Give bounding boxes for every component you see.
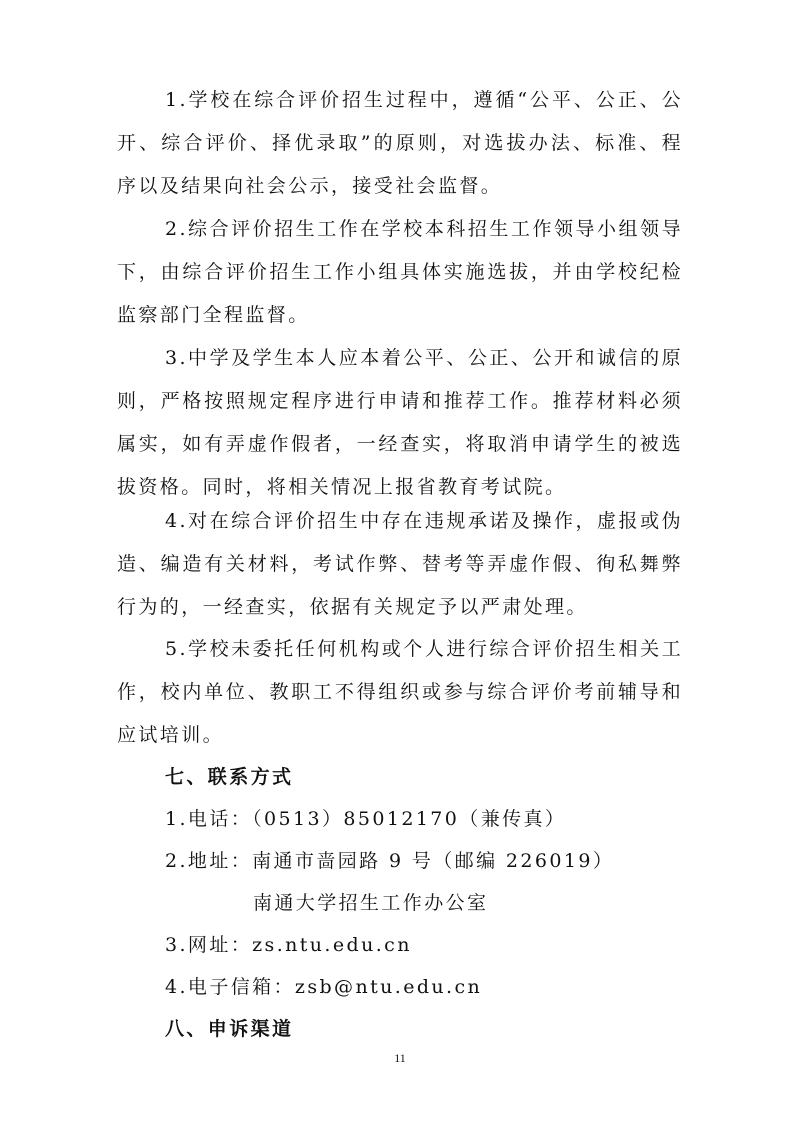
contact-phone: 1.电话：（0513）85012170（兼传真）: [165, 808, 567, 830]
page-number: 11: [394, 1051, 406, 1065]
contact-address: 2.地址：南通市啬园路 9 号（邮编 226019）: [165, 850, 615, 872]
item-5-paragraph: 5.学校未委托任何机构或个人进行综合评价招生相关工作，校内单位、教职工不得组织或参与综合评价考前辅导和应试培训。: [117, 638, 683, 746]
section-8-heading: 八、申诉渠道: [165, 1018, 294, 1040]
item-3-paragraph: 3.中学及学生本人应本着公平、公正、公开和诚信的原则，严格按照规定程序进行申请和推荐工作。推荐材料必须属实，如有弄虚作假者，一经查实，将取消申请学生的被选拔资格。同时，将相关情况上报省教育考试院。: [117, 347, 683, 498]
contact-website: 3.网址：zs.ntu.edu.cn: [165, 934, 412, 956]
item-2-paragraph: 2.综合评价招生工作在学校本科招生工作领导小组领导下，由综合评价招生工作小组具体实施选拔，并由学校纪检监察部门全程监督。: [117, 218, 683, 326]
section-7-heading: 七、联系方式: [165, 766, 294, 788]
item-4-paragraph: 4.对在综合评价招生中存在违规承诺及操作，虚报或伪造、编造有关材料，考试作弊、替考等弄虚作假、徇私舞弊行为的，一经查实，依据有关规定予以严肃处理。: [117, 510, 683, 618]
contact-email: 4.电子信箱：zsb@ntu.edu.cn: [165, 976, 483, 998]
item-1-paragraph: 1.学校在综合评价招生过程中，遵循“公平、公正、公开、综合评价、择优录取”的原则，对选拔办法、标准、程序以及结果向社会公示，接受社会监督。: [117, 89, 683, 197]
contact-office: 南通大学招生工作办公室: [253, 892, 489, 914]
